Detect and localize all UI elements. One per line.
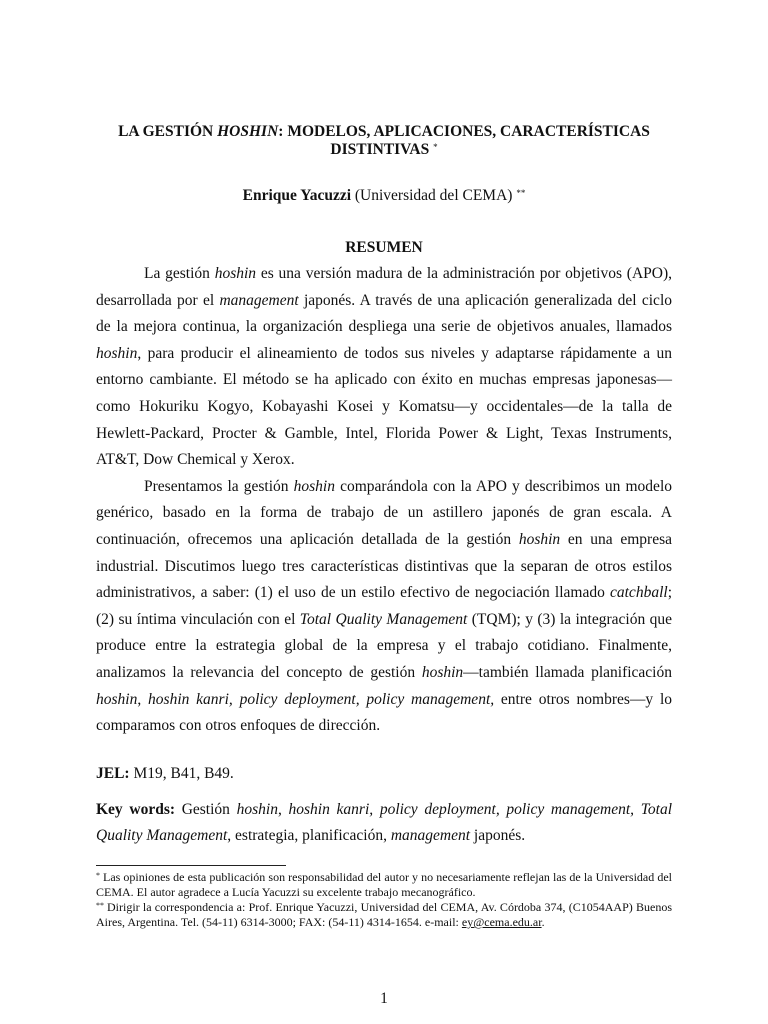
resumen-heading: RESUMEN [345,239,423,256]
title-italic: HOSHIN [217,123,279,140]
text-run: comparándola con la APO y describimos un modelo genérico, basado en la forma de trabajo de un astillero japonés de gran escala. A continuación, ofrecemos una aplicación detallada de la gestión [96,477,672,548]
keywords [96,797,672,849]
text-run: , para producir el alineamiento de todos sus niveles y adaptarse rápidamente a un entorno cambiante. El método se ha aplicado con éxito en muchas empresas japonesas—como Hokuriku Kogyo, Kobayashi Kosei y Komatsu—y occidentales—de la talla de Hewlett-Packard, Procter & Gamble, Intel, Florida Power & Light, Texas Instruments, AT&T, Dow Chemical y Xerox. [96,344,672,469]
italic-run: hoshin [236,801,278,818]
text-run: —también llamada planificación [463,663,672,681]
text-run: es una versión madura de la administración por objetivos (APO), desarrollada por el [96,265,673,309]
jel-label: JEL: [96,765,130,782]
email-link[interactable]: ey@cema.edu.ar [461,915,542,929]
keywords-label: Key words: [96,801,176,818]
text-run: ; (2) su íntima vinculación con el [96,584,672,628]
title-line2: DISTINTIVAS [330,141,430,158]
paper-title [96,123,672,159]
author-affiliation: (Universidad del CEMA) [351,187,517,204]
author-footnote-mark: ** [516,188,526,198]
footnote-2-mark: ** [96,901,104,910]
italic-run: Total Quality Management [299,610,468,628]
text-run: , [137,690,149,708]
italic-run: hoshin [518,530,561,548]
abstract-paragraph-1 [96,261,672,474]
footnote-2-text: Dirigir la correspondencia a: Prof. Enrique Yacuzzi, Universidad del CEMA, Av. Córdoba 374, (C1054AAP) Buenos Aires, Argentina. Tel. (54-11) 6314-3000; FAX: (54-11) 4314-1654. e-mail: [96,900,672,929]
author-line [96,186,672,206]
text-run: Gestión [175,801,237,818]
title-part2: : MODELOS, APLICACIONES, CARACTERÍSTICAS [278,123,650,140]
page-number: 1 [380,990,388,1007]
text-run: (TQM); y (3) la integración que produce entre la estrategia global de la empresa y el trabajo cotidiano. Finalmente, analizamos la relevancia del concepto de gestión [96,610,672,681]
italic-run: hoshin [214,265,257,282]
text-run: , estrategia, planificación, [227,827,391,844]
text-run: japonés. [470,827,526,844]
text-run: en una empresa industrial. Discutimos luego tres características distintivas que la separan de otros estilos administrativos, a saber: (1) el uso de un estilo efectivo de negociación llamado [96,530,672,602]
abstract-body [96,261,672,740]
footnote-2 [96,900,672,930]
italic-run: catchball [610,584,668,602]
text-run: Presentamos la gestión [144,477,294,495]
keywords-text [96,801,672,844]
text-run: , [277,801,289,818]
jel-codes [96,764,672,784]
footnotes [96,870,672,930]
italic-run: hoshin [293,477,335,495]
text-run: La gestión [144,265,215,282]
footnote-1-mark: * [96,871,100,880]
footnote-2-end: . [541,915,545,929]
italic-run: hoshin [421,663,464,681]
italic-run: hoshin kanri, policy deployment, policy management, Total Quality Management [96,801,673,844]
jel-value: M19, B41, B49. [129,765,234,782]
italic-run: hoshin [96,690,138,708]
footnote-1-text: Las opiniones de esta publicación son responsabilidad del autor y no necesariamente reflejan las de la Universidad del CEMA. El autor agradece a Lucía Yacuzzi su excelente trabajo mecanográfico. [96,870,672,899]
author-name: Enrique Yacuzzi [242,187,352,204]
text-run: entre otros nombres—y lo comparamos con otros enfoques de dirección. [96,690,673,735]
footnote-divider [96,865,286,866]
italic-run: hoshin [96,344,138,362]
footnote-1 [96,870,672,900]
text-run: japonés. A través de una aplicación generalizada del ciclo de la mejora continua, la organización despliega una serie de objetivos anuales, llamados [96,291,672,336]
abstract-paragraph-2 [96,474,672,740]
title-footnote-mark: * [433,142,438,152]
italic-run: hoshin kanri, policy deployment, policy management, [148,690,495,708]
italic-run: management [390,827,471,844]
title-part1: LA GESTIÓN [118,123,218,140]
italic-run: management [219,291,299,309]
